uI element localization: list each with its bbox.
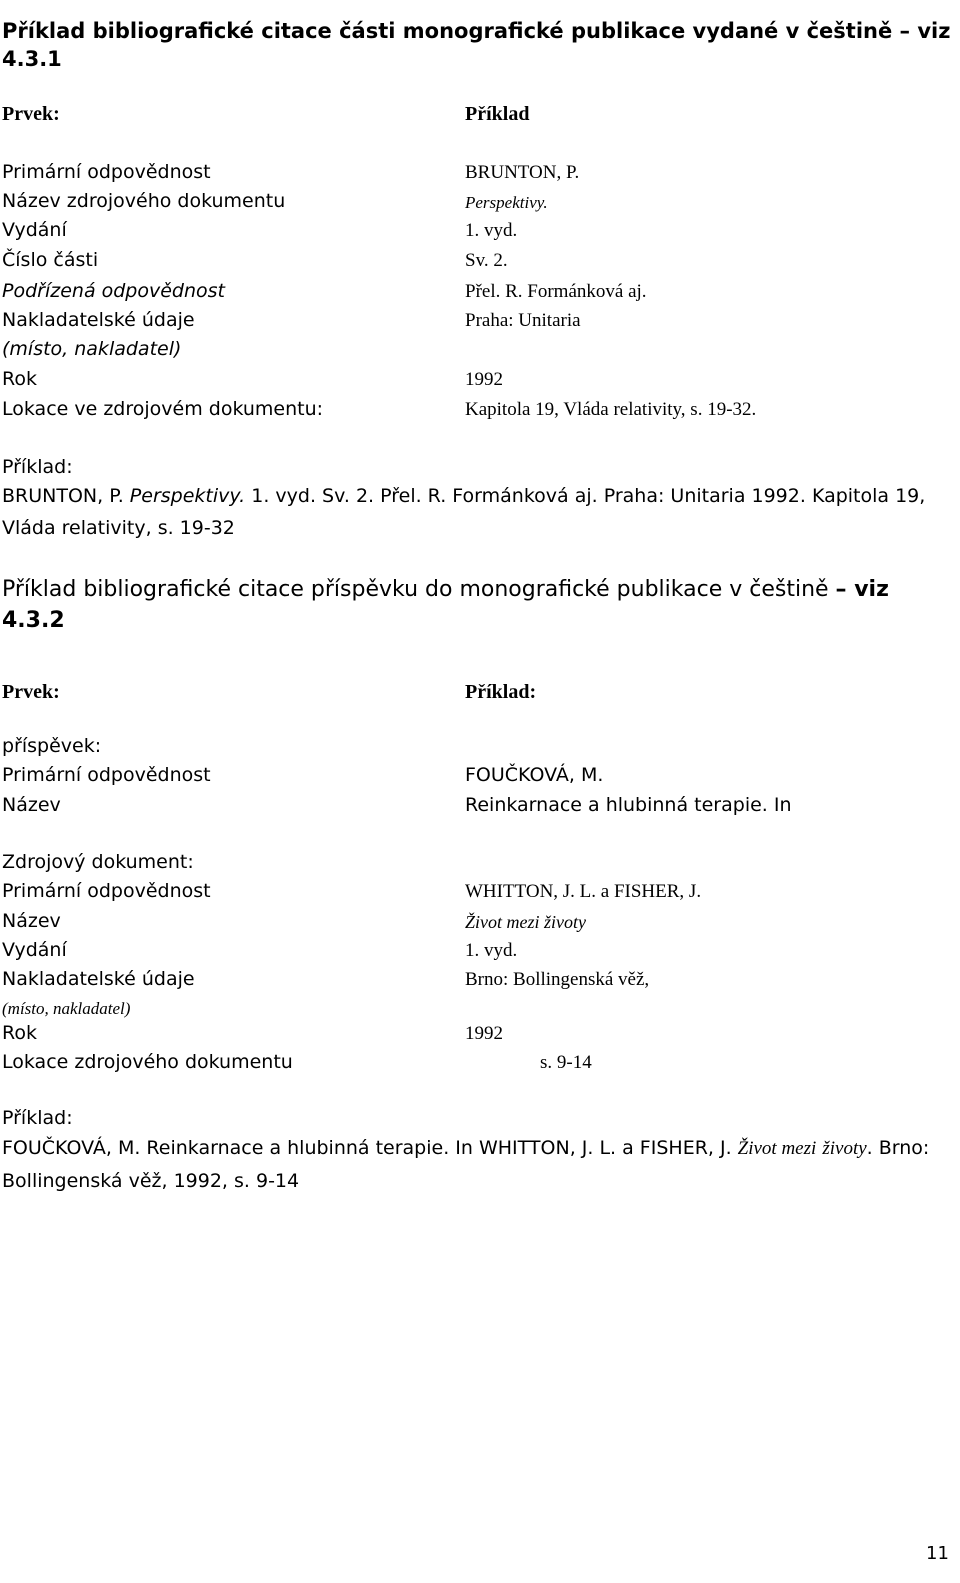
s1-row-value-year: 1992 xyxy=(465,369,503,390)
section2-heading-line1 xyxy=(2,579,889,601)
s1-row-value-edition: 1. vyd. xyxy=(465,220,518,241)
section1-col-left-header: Prvek: xyxy=(2,103,60,125)
s2-source-label-primary: Primární odpovědnost xyxy=(2,880,211,902)
s2-source-value-location: s. 9-14 xyxy=(540,1052,592,1073)
s1-row-value-subordinate: Přel. R. Formánková aj. xyxy=(465,281,647,302)
s2-source-value-primary: WHITTON, J. L. a FISHER, J. xyxy=(465,881,702,902)
s1-citation-part2: 1. vyd. Sv. 2. Přel. R. Formánková aj. Praha: Unitaria 1992. Kapitola 19, Vláda relativity, s. 19-32 xyxy=(2,485,926,539)
s2-citation-part1: FOUČKOVÁ, M. Reinkarnace a hlubinná terapie. In WHITTON, J. L. a FISHER, J. xyxy=(2,1137,738,1159)
section2-example-citation xyxy=(2,1132,950,1197)
s2-contrib-value-title: Reinkarnace a hlubinná terapie. In xyxy=(465,794,792,816)
s1-row-label-source-title: Název zdrojového dokumentu xyxy=(2,190,286,212)
s1-row-label-part-number: Číslo části xyxy=(2,249,99,271)
section2-heading-line2: 4.3.2 xyxy=(2,608,65,633)
s2-contrib-label-primary: Primární odpovědnost xyxy=(2,764,211,786)
section1-heading-line2: 4.3.1 xyxy=(2,47,62,71)
section1-col-right-header: Příklad xyxy=(465,103,530,125)
s1-row-label-edition: Vydání xyxy=(2,219,67,241)
s2-heading-text: Příklad bibliografické citace příspěvku do monografické publikace v češtině xyxy=(2,577,829,602)
s2-source-value-publisher: Brno: Bollingenská věž, xyxy=(465,969,650,990)
s1-citation-part1: BRUNTON, P. xyxy=(2,485,130,507)
s1-row-value-publisher: Praha: Unitaria xyxy=(465,310,581,331)
s1-row-label-subordinate: Podřízená odpovědnost xyxy=(2,280,225,302)
section1-example-label: Příklad: xyxy=(2,456,73,478)
s1-row-label-publisher: Nakladatelské údaje xyxy=(2,309,195,331)
s2-source-value-edition: 1. vyd. xyxy=(465,940,518,961)
s2-source-label-year: Rok xyxy=(2,1022,37,1044)
s2-source-label-location: Lokace zdrojového dokumentu xyxy=(2,1051,293,1073)
s2-source-label-place-publisher: (místo, nakladatel) xyxy=(2,999,131,1018)
s2-source-value-title: Život mezi životy xyxy=(465,912,586,932)
s2-citation-part2: . Brno: Bollingenská věž, 1992, s. 9-14 xyxy=(2,1137,930,1192)
s1-citation-italic: Perspektivy. xyxy=(129,485,246,507)
s2-citation-italic1: Život mezi xyxy=(737,1138,817,1159)
s2-source-value-year: 1992 xyxy=(465,1023,503,1044)
section1-example-citation xyxy=(2,480,950,544)
s1-row-value-location: Kapitola 19, Vláda relativity, s. 19-32. xyxy=(465,399,757,420)
s2-source-label-edition: Vydání xyxy=(2,939,67,961)
s1-row-label-place-publisher: (místo, nakladatel) xyxy=(2,338,182,360)
s1-row-value-source-title: Perspektivy. xyxy=(465,193,548,212)
s1-row-label-year: Rok xyxy=(2,368,37,390)
section1-heading-line1: Příklad bibliografické citace části monografické publikace vydané v češtině – viz xyxy=(2,19,951,43)
s1-row-value-primary: BRUNTON, P. xyxy=(465,162,580,183)
s1-row-label-location: Lokace ve zdrojovém dokumentu: xyxy=(2,398,324,420)
s2-heading-viz: – viz xyxy=(835,577,889,602)
s2-source-label-publisher: Nakladatelské údaje xyxy=(2,968,195,990)
section2-col-left-header: Prvek: xyxy=(2,681,60,703)
section2-example-label: Příklad: xyxy=(2,1107,73,1129)
section2-col-right-header: Příklad: xyxy=(465,681,537,703)
s2-contrib-label-title: Název xyxy=(2,794,61,816)
s2-contribution-label: příspěvek: xyxy=(2,735,102,757)
s1-row-value-part-number: Sv. 2. xyxy=(465,250,508,271)
s2-source-label: Zdrojový dokument: xyxy=(2,851,194,873)
s2-contrib-value-primary: FOUČKOVÁ, M. xyxy=(465,764,604,786)
s2-source-label-title: Název xyxy=(2,910,61,932)
page-number: 11 xyxy=(926,1543,949,1564)
s1-row-label-primary: Primární odpovědnost xyxy=(2,161,211,183)
s2-citation-italic2: životy xyxy=(822,1138,867,1159)
